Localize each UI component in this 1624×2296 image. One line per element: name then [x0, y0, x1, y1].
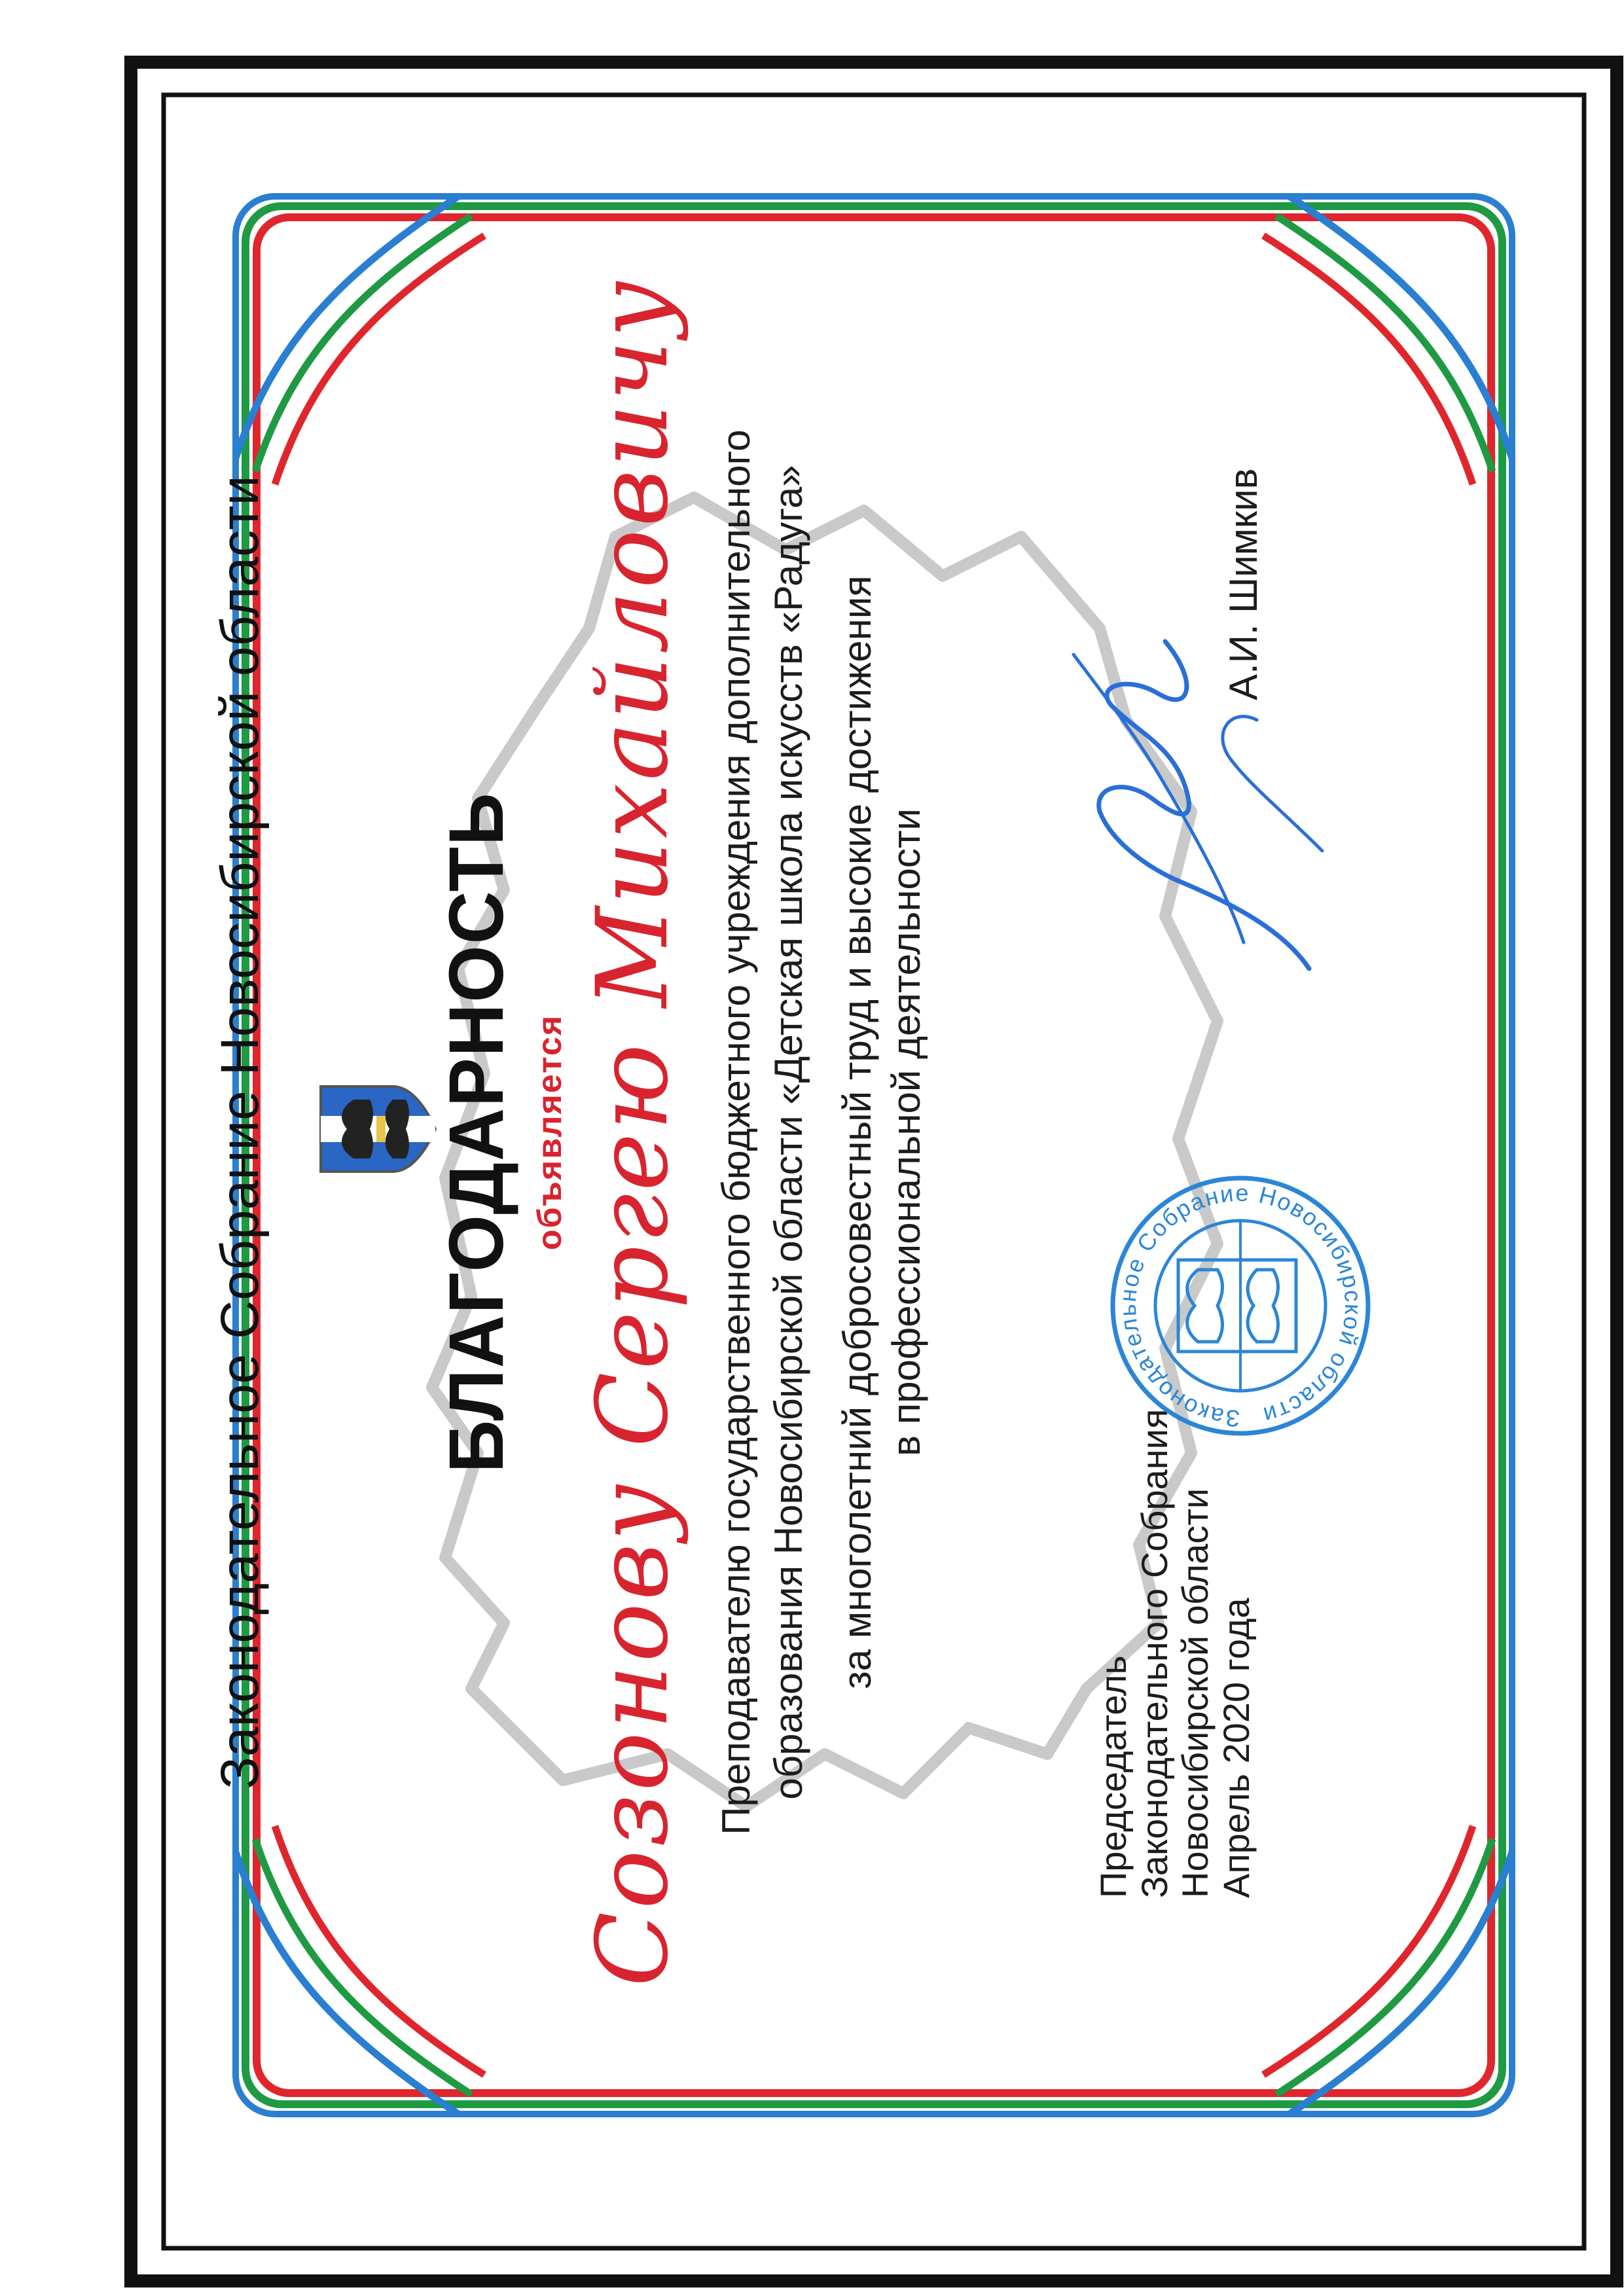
official-seal-stamp [1106, 1172, 1375, 1440]
body-line: в профессиональной деятельности [884, 808, 928, 1456]
signer-block [1092, 1408, 1257, 1898]
body-line: образования Новосибирской области «Детская школа искусств «Радуга» [767, 465, 810, 1800]
announce-label: объявляется [531, 1014, 569, 1251]
signer-position-line: Новосибирской области [1174, 1488, 1216, 1898]
signer-name: А.И. Шимкив [1221, 468, 1265, 700]
body-line: Преподавателю государственного бюджетного учреждения дополнительного [714, 429, 758, 1835]
coat-of-arms-icon [314, 1080, 439, 1178]
document-title: БЛАГОДАРНОСТЬ [433, 791, 520, 1473]
seal-text: Законодательное Собрание Новосибирской области [1113, 1179, 1367, 1433]
issue-date: Апрель 2020 года [1216, 1598, 1257, 1898]
certificate-content [196, 170, 1427, 2094]
handwritten-signature [1034, 615, 1342, 982]
body-line: за многолетний добросовестный труд и высокие достижения [835, 575, 879, 1689]
recipient-name: Созонову Сергею Михайловичу [576, 278, 690, 1987]
signer-position-line: Председатель [1092, 1655, 1134, 1898]
issuer-title: Законодательное Собрание Новосибирской области [210, 475, 270, 1789]
signer-position-line: Законодательного Собрания [1133, 1408, 1175, 1898]
